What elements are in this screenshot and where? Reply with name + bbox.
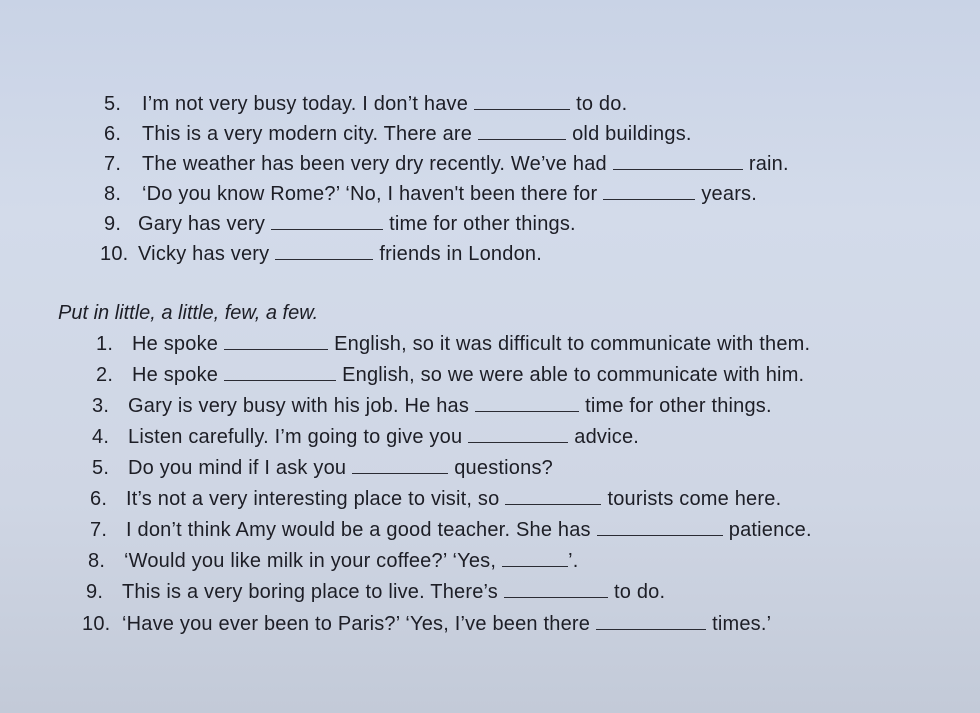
item-text-after: questions?	[454, 457, 553, 479]
item-text-before: Gary has very	[138, 213, 266, 235]
item-number: 5.	[104, 93, 122, 115]
item-text-after: years.	[701, 183, 758, 205]
exercise-item	[90, 519, 812, 542]
item-text-after: to do.	[576, 93, 628, 115]
exercise-item	[92, 457, 553, 480]
item-text-after: time for other things.	[389, 213, 576, 235]
item-text-before: This is a very modern city. There are	[142, 123, 473, 145]
item-text-before: Listen carefully. I’m going to give you	[128, 426, 463, 448]
answer-blank[interactable]	[271, 215, 383, 230]
answer-blank[interactable]	[478, 125, 566, 140]
exercise-item	[104, 93, 627, 116]
item-number: 5.	[92, 457, 110, 479]
item-text-before: Do you mind if I ask you	[128, 457, 347, 479]
item-number: 6.	[104, 123, 122, 145]
exercise-item	[96, 333, 810, 356]
answer-blank[interactable]	[275, 245, 373, 260]
exercise-item	[82, 613, 771, 636]
item-number: 9.	[104, 213, 122, 235]
item-number: 2.	[96, 364, 114, 386]
answer-blank[interactable]	[504, 583, 608, 598]
item-text-after: friends in London.	[379, 243, 542, 265]
answer-blank[interactable]	[474, 95, 570, 110]
answer-blank[interactable]	[475, 397, 579, 412]
item-text-before: I don’t think Amy would be a good teacher. She has	[126, 519, 591, 541]
answer-blank[interactable]	[596, 615, 706, 630]
item-text-before: The weather has been very dry recently. We’ve had	[142, 153, 607, 175]
item-text-before: This is a very boring place to live. There’s	[122, 581, 499, 603]
exercise-item	[96, 364, 804, 387]
item-number: 1.	[96, 333, 114, 355]
item-text-before: Vicky has very	[138, 243, 270, 265]
item-number: 9.	[86, 581, 104, 603]
answer-blank[interactable]	[224, 335, 328, 350]
item-number: 7.	[104, 153, 122, 175]
item-text-after: time for other things.	[585, 395, 772, 417]
answer-blank[interactable]	[468, 428, 568, 443]
answer-blank[interactable]	[224, 366, 336, 381]
answer-blank[interactable]	[505, 490, 601, 505]
exercise-item	[88, 550, 579, 573]
item-text-before: I’m not very busy today. I don’t have	[142, 93, 469, 115]
item-text-before: ‘Do you know Rome?’ ‘No, I haven't been there for	[142, 183, 598, 205]
exercise-instruction: Put in little, a little, few, a few.	[58, 302, 319, 324]
exercise-item	[90, 488, 781, 511]
exercise-item	[100, 243, 542, 266]
exercise-item	[104, 123, 692, 146]
item-text-after: patience.	[728, 519, 812, 541]
item-text-after: times.’	[712, 613, 772, 635]
answer-blank[interactable]	[502, 552, 568, 567]
item-text-before: ‘Would you like milk in your coffee?’ ‘Yes,	[124, 550, 497, 572]
item-text-after: English, so we were able to communicate with him.	[342, 364, 805, 386]
exercise-item	[104, 153, 789, 176]
item-number: 8.	[88, 550, 106, 572]
item-number: 7.	[90, 519, 108, 541]
exercise-item	[104, 183, 757, 206]
item-text-after: tourists come here.	[607, 488, 782, 510]
item-number: 3.	[92, 395, 110, 417]
item-text-after: advice.	[574, 426, 640, 448]
answer-blank[interactable]	[603, 185, 695, 200]
exercise-item	[92, 395, 772, 418]
item-text-before: He spoke	[132, 333, 219, 355]
answer-blank[interactable]	[613, 155, 743, 170]
item-text-after: rain.	[748, 153, 789, 175]
answer-blank[interactable]	[352, 459, 448, 474]
item-text-after: to do.	[614, 581, 666, 603]
item-number: 10.	[82, 613, 111, 635]
item-number: 6.	[90, 488, 108, 510]
item-text-before: It’s not a very interesting place to visit, so	[126, 488, 500, 510]
item-text-after: ’.	[568, 550, 579, 572]
item-text-after: old buildings.	[572, 123, 692, 145]
item-text-before: Gary is very busy with his job. He has	[128, 395, 470, 417]
item-text-after: English, so it was difficult to communicate with them.	[334, 333, 811, 355]
exercise-item	[104, 213, 576, 236]
exercise-item	[86, 581, 665, 604]
item-number: 4.	[92, 426, 110, 448]
item-number: 10.	[100, 243, 129, 265]
item-number: 8.	[104, 183, 122, 205]
item-text-before: He spoke	[132, 364, 219, 386]
exercise-item	[92, 426, 639, 449]
answer-blank[interactable]	[597, 521, 723, 536]
item-text-before: ‘Have you ever been to Paris?’ ‘Yes, I’ve been there	[122, 613, 591, 635]
